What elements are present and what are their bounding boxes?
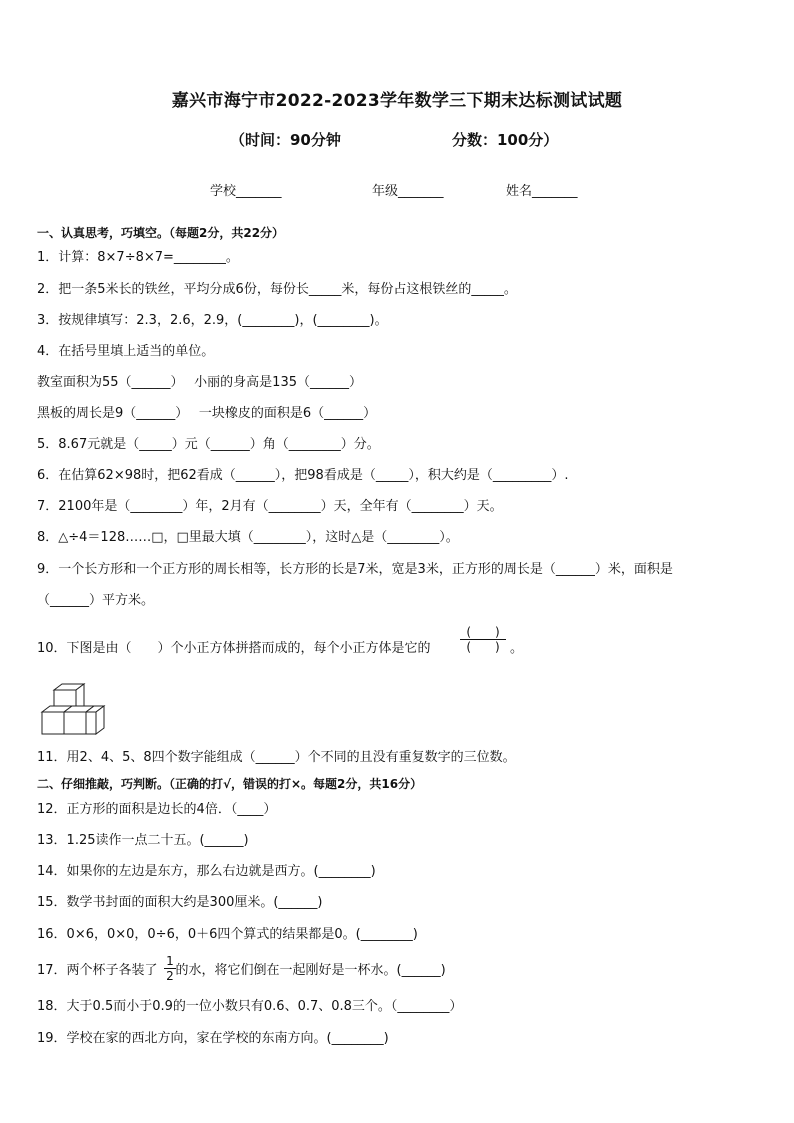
question-14: 14．如果你的左边是东方，那么右边就是西方。(________) xyxy=(37,864,376,879)
question-12: 12．正方形的面积是边长的4倍．（____） xyxy=(37,802,277,817)
question-17 xyxy=(37,962,446,980)
question-16: 16．0×6，0×0，0÷6，0＋6四个算式的结果都是0。(________) xyxy=(37,927,418,942)
question-13: 13．1.25读作一点二十五。(______) xyxy=(37,833,249,848)
question-1: 1．计算：8×7÷8×7=________。 xyxy=(37,250,239,265)
fraction-denominator: ( ) xyxy=(460,639,506,654)
question-9-continued: （______）平方米。 xyxy=(37,593,155,608)
question-5: 5．8.67元就是（_____）元（______）角（________）分。 xyxy=(37,437,380,452)
question-4a: 教室面积为55（______） 小丽的身高是135（______） xyxy=(37,375,362,390)
cubes-figure-icon xyxy=(40,682,108,740)
page-title: 嘉兴市海宁市2022-2023学年数学三下期末达标测试试题 xyxy=(171,91,623,111)
grade-field: 年级_______ xyxy=(372,184,444,199)
question-4: 4．在括号里填上适当的单位。 xyxy=(37,344,215,359)
question-19: 19．学校在家的西北方向，家在学校的东南方向。(________) xyxy=(37,1031,389,1046)
exam-score: 分数：100分） xyxy=(452,131,559,149)
question-17-fraction xyxy=(164,954,176,983)
question-4b: 黑板的周长是9（______） 一块橡皮的面积是6（______） xyxy=(37,406,377,421)
fraction-denominator: 2 xyxy=(164,968,176,983)
section-1-heading: 一、认真思考，巧填空。（每题2分，共22分） xyxy=(37,226,285,240)
question-10-text: 10．下图是由（ ）个小正方体拼搭而成的，每个小正方体是它的 xyxy=(37,641,431,656)
question-7: 7．2100年是（________）年，2月有（________）天，全年有（________）天。 xyxy=(37,499,503,514)
question-6: 6．在估算62×98时，把62看成（______），把98看成是（_____），积大约是（_________）. xyxy=(37,468,569,483)
school-field: 学校_______ xyxy=(210,184,282,199)
exam-time: （时间：90分钟 xyxy=(230,131,341,149)
question-11: 11．用2、4、5、8四个数字能组成（______）个不同的且没有重复数字的三位数。 xyxy=(37,750,516,765)
question-15: 15．数学书封面的面积大约是300厘米。(______) xyxy=(37,895,323,910)
question-10-end: 。 xyxy=(510,641,524,656)
question-10 xyxy=(37,640,431,658)
question-17-text-a: 17．两个杯子各装了 xyxy=(37,963,158,978)
question-2: 2．把一条5米长的铁丝，平均分成6份，每份长_____米，每份占这根铁丝的_____。 xyxy=(37,282,517,297)
section-2-heading: 二、仔细推敲，巧判断。（正确的打√，错误的打×。每题2分，共16分） xyxy=(37,777,423,791)
fraction-numerator: ( ) xyxy=(466,625,500,639)
name-field: 姓名_______ xyxy=(506,184,578,199)
fraction-numerator: 1 xyxy=(166,954,174,968)
question-17-text-b: 的水，将它们倒在一起刚好是一杯水。(______) xyxy=(175,963,446,978)
question-18: 18．大于0.5而小于0.9的一位小数只有0.6、0.7、0.8三个。（________） xyxy=(37,999,463,1014)
question-8: 8．△÷4＝128……□，□里最大填（________），这时△是（________）。 xyxy=(37,530,459,545)
question-3: 3．按规律填写：2.3，2.6，2.9，(________)，(________)。 xyxy=(37,313,388,328)
question-10-fraction xyxy=(460,625,506,654)
question-9: 9．一个长方形和一个正方形的周长相等，长方形的长是7米，宽是3米，正方形的周长是（______）米，面积是 xyxy=(37,562,673,577)
